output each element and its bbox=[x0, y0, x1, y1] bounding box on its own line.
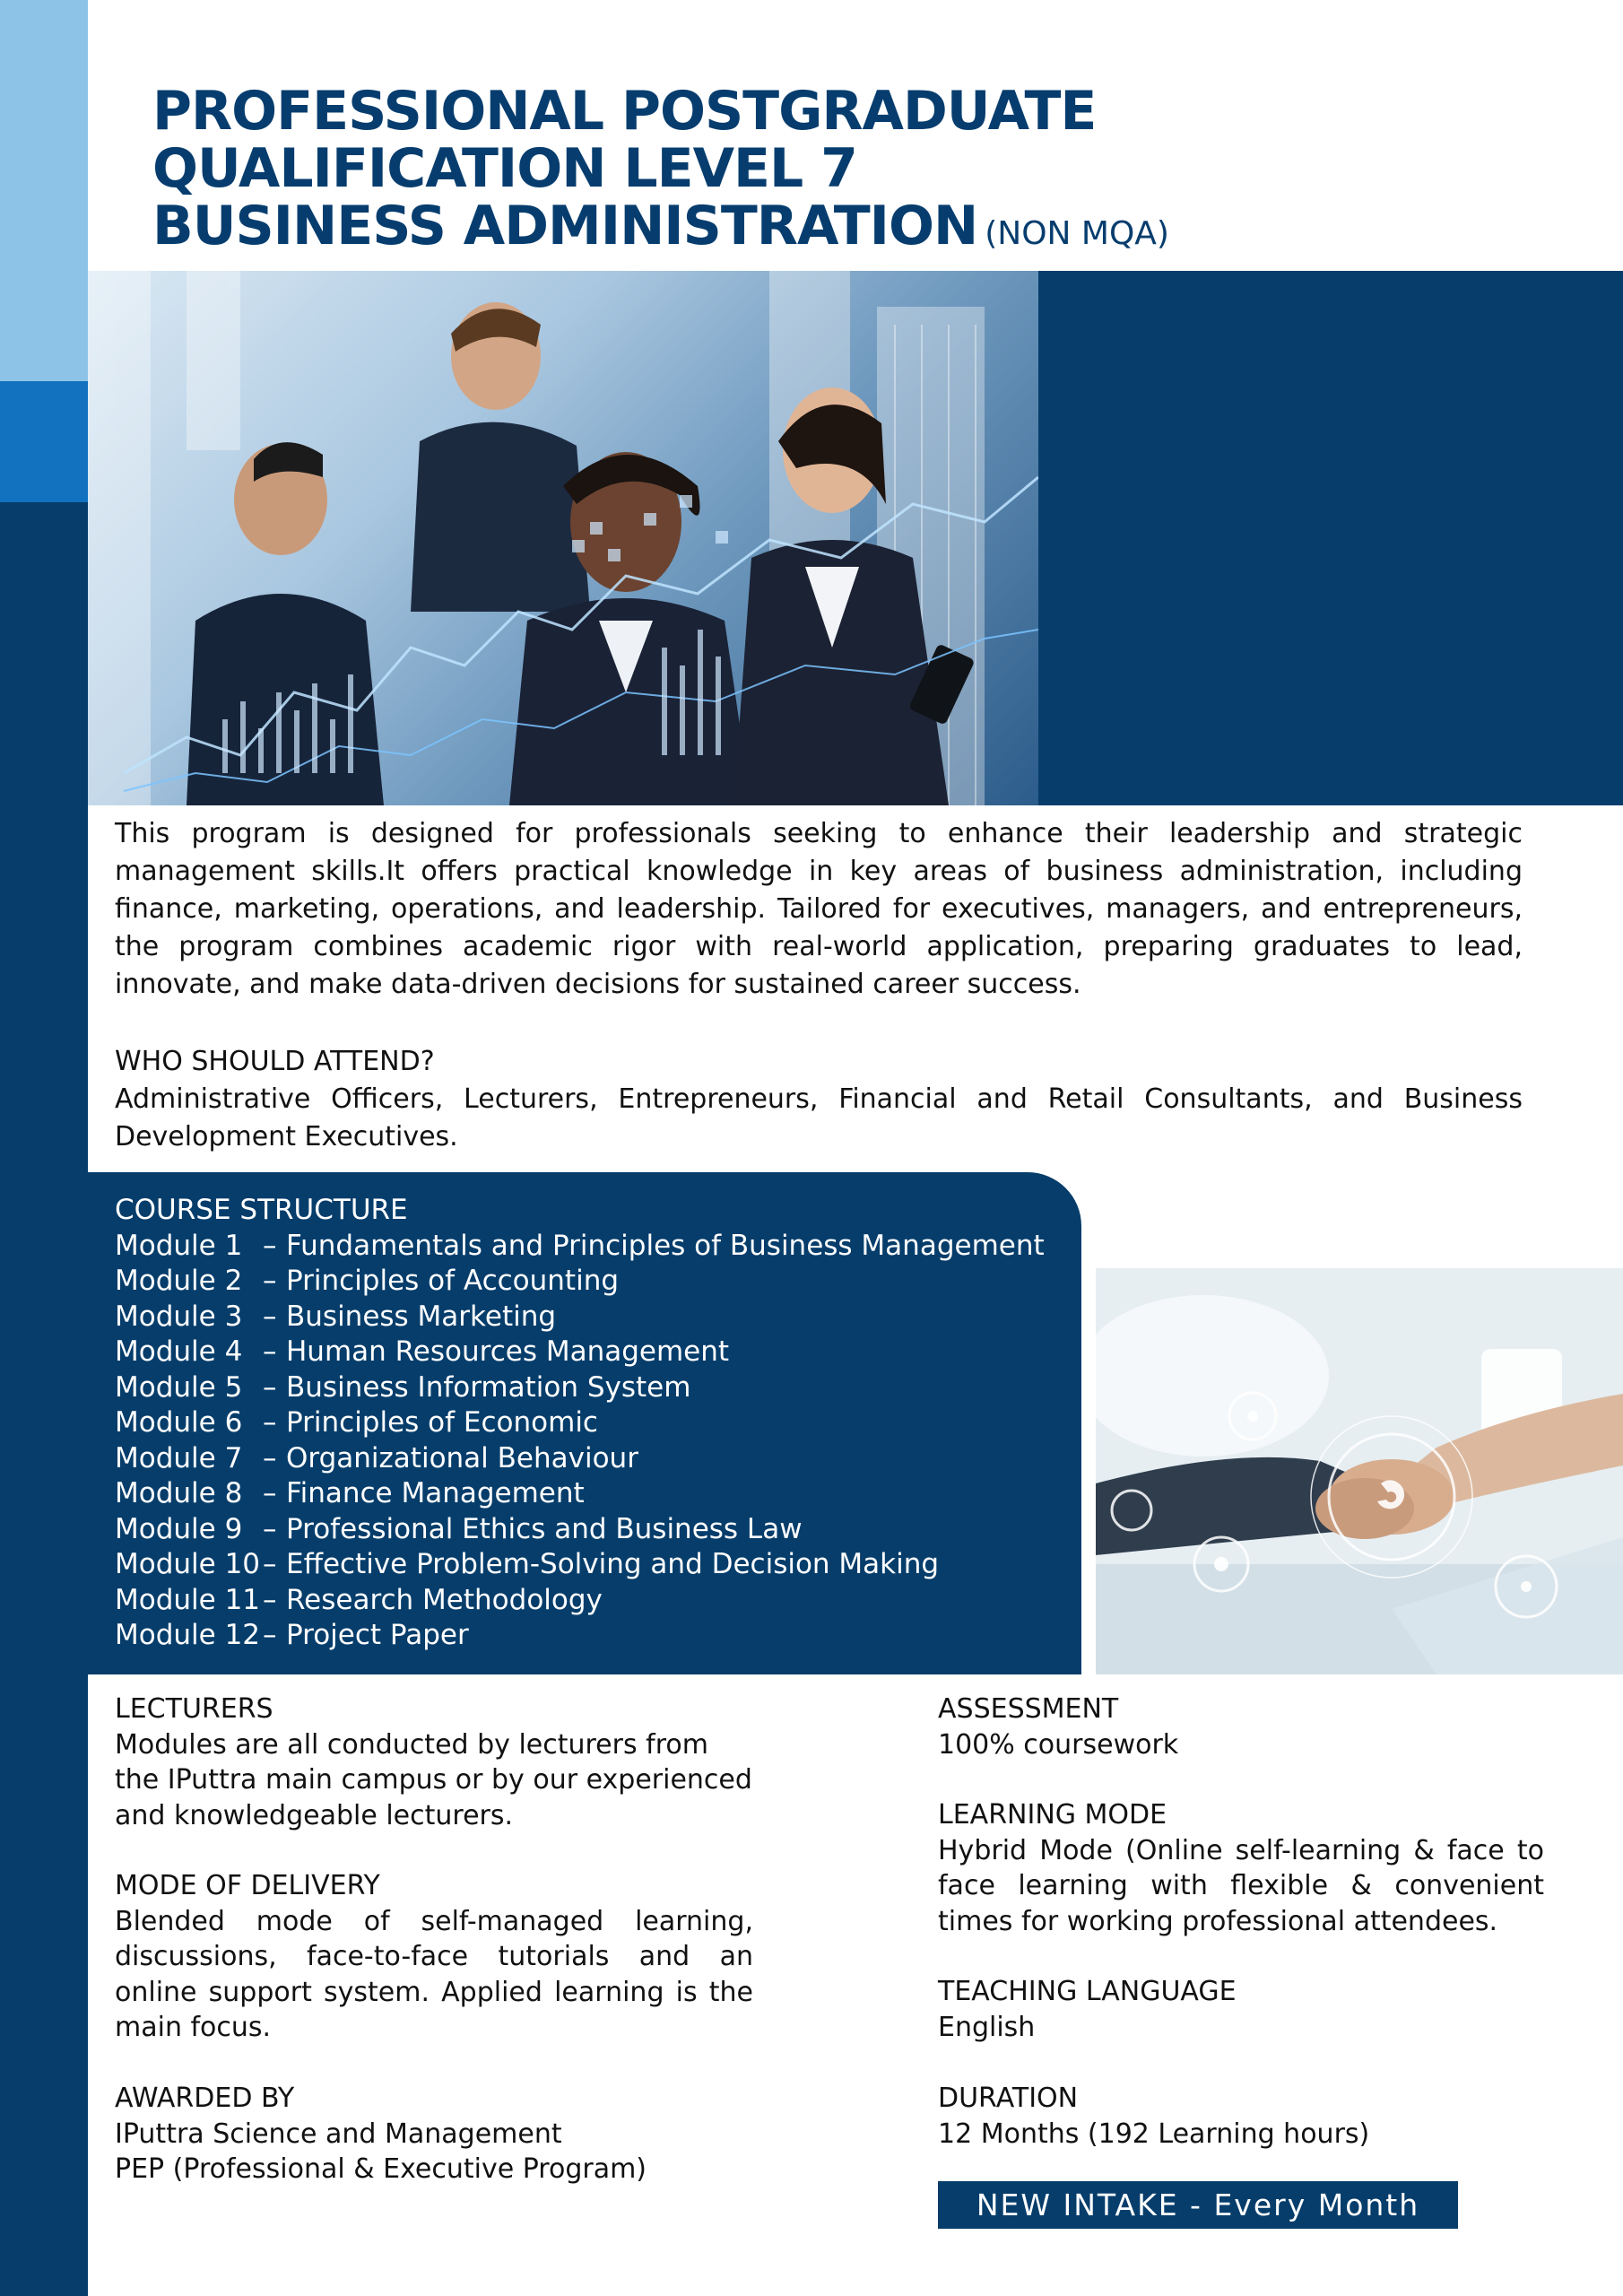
module-name: Principles of Economic bbox=[286, 1406, 598, 1439]
module-number: Module 6 bbox=[115, 1406, 243, 1439]
module-name: Finance Management bbox=[286, 1477, 585, 1509]
module-row bbox=[115, 1405, 1045, 1441]
module-dash: – bbox=[263, 1265, 277, 1297]
side-strip-dark bbox=[0, 502, 88, 2296]
module-number: Module 2 bbox=[115, 1265, 243, 1297]
module-dash: – bbox=[263, 1548, 277, 1580]
module-row bbox=[115, 1229, 1045, 1265]
module-dash: – bbox=[263, 1370, 277, 1404]
duration-text: 12 Months (192 Learning hours) bbox=[938, 2118, 1370, 2150]
learning-mode-section bbox=[938, 1797, 1544, 1939]
title-line-3: BUSINESS ADMINISTRATION bbox=[152, 195, 978, 257]
module-name: Research Methodology bbox=[286, 1583, 603, 1616]
delivery-section bbox=[115, 1868, 753, 2046]
module-row bbox=[115, 1547, 1045, 1583]
language-heading: TEACHING LANGUAGE bbox=[938, 1976, 1237, 2007]
duration-heading: DURATION bbox=[938, 2083, 1079, 2114]
module-dash: – bbox=[263, 1477, 277, 1509]
module-dash: – bbox=[263, 1406, 277, 1439]
delivery-text: Blended mode of self-managed learning, discussions, face-to-face tutorials and an online support system. Applied learning is the main focus. bbox=[115, 1905, 753, 2043]
module-row bbox=[115, 1370, 1045, 1406]
who-text: Administrative Officers, Lecturers, Entrepreneurs, Financial and Retail Consultants, and Business Development Executives. bbox=[115, 1083, 1523, 1152]
assessment-heading: ASSESSMENT bbox=[938, 1693, 1119, 1725]
module-name: Principles of Accounting bbox=[286, 1265, 620, 1297]
learning-text: Hybrid Mode (Online self-learning & face to face learning with flexible & convenient times for working professional attendees. bbox=[938, 1834, 1544, 1937]
module-number: Module 9 bbox=[115, 1512, 243, 1545]
module-dash: – bbox=[263, 1619, 277, 1651]
side-strip-mid bbox=[0, 381, 88, 502]
module-number: Module 10 bbox=[115, 1548, 261, 1580]
duration-section bbox=[938, 2081, 1544, 2152]
module-dash: – bbox=[263, 1300, 277, 1333]
title-line-1: PROFESSIONAL POSTGRADUATE bbox=[152, 80, 1097, 143]
who-heading: WHO SHOULD ATTEND? bbox=[115, 1046, 435, 1077]
hero-photo-professionals bbox=[88, 271, 1038, 805]
module-row bbox=[115, 1618, 1045, 1654]
awarded-heading: AWARDED BY bbox=[115, 2083, 295, 2114]
module-number: Module 8 bbox=[115, 1477, 243, 1509]
side-strip-light bbox=[0, 0, 88, 381]
module-name: Professional Ethics and Business Law bbox=[286, 1512, 803, 1545]
title-suffix: (NON MQA) bbox=[985, 215, 1169, 252]
awarded-section bbox=[115, 2081, 753, 2187]
module-dash: – bbox=[263, 1512, 277, 1545]
lecturers-heading: LECTURERS bbox=[115, 1693, 273, 1725]
module-dash: – bbox=[263, 1583, 277, 1616]
module-row bbox=[115, 1476, 1045, 1512]
who-should-attend bbox=[115, 1043, 1523, 1156]
lecturers-text: Modules are all conducted by lecturers from the IPuttra main campus or by our experienced and knowledgeable lecturers. bbox=[115, 1728, 752, 1831]
learning-heading: LEARNING MODE bbox=[938, 1799, 1167, 1831]
language-section bbox=[938, 1974, 1544, 2045]
module-dash: – bbox=[263, 1441, 277, 1474]
module-number: Module 3 bbox=[115, 1300, 243, 1333]
lecturers-section bbox=[115, 1692, 753, 1833]
delivery-heading: MODE OF DELIVERY bbox=[115, 1870, 380, 1901]
awarded-line-2: PEP (Professional & Executive Program) bbox=[115, 2153, 647, 2185]
module-dash: – bbox=[263, 1229, 277, 1262]
assessment-section bbox=[938, 1692, 1544, 1762]
module-number: Module 4 bbox=[115, 1335, 243, 1368]
module-number: Module 5 bbox=[115, 1370, 243, 1404]
title-line-2: QUALIFICATION LEVEL 7 bbox=[152, 137, 857, 200]
module-name: Organizational Behaviour bbox=[286, 1441, 638, 1474]
language-text: English bbox=[938, 2011, 1036, 2043]
module-name: Business Marketing bbox=[286, 1300, 557, 1333]
module-row bbox=[115, 1264, 1045, 1300]
module-row bbox=[115, 1583, 1045, 1619]
page-title bbox=[152, 80, 1497, 263]
module-name: Effective Problem-Solving and Decision Making bbox=[286, 1548, 940, 1580]
intro-paragraph: This program is designed for professionals seeking to enhance their leadership and strategic management skills.It offers practical knowledge in key areas of business administration, including finance, marketing, operations, and leadership. Tailored for executives, managers, and entrepreneurs, the program combines academic rigor with real-world application, preparing graduates to lead, innovate, and make data-driven decisions for sustained career success. bbox=[115, 818, 1523, 1000]
handshake-photo bbox=[1096, 1268, 1623, 1674]
module-row bbox=[115, 1300, 1045, 1335]
course-heading: COURSE STRUCTURE bbox=[115, 1194, 408, 1226]
module-number: Module 12 bbox=[115, 1619, 261, 1651]
module-row bbox=[115, 1335, 1045, 1370]
module-name: Business Information System bbox=[286, 1370, 691, 1404]
module-dash: – bbox=[263, 1335, 277, 1368]
module-number: Module 1 bbox=[115, 1229, 243, 1262]
hero-illustration bbox=[88, 271, 1038, 805]
handshake-illustration bbox=[1096, 1268, 1623, 1674]
module-number: Module 11 bbox=[115, 1583, 261, 1616]
module-name: Human Resources Management bbox=[286, 1335, 730, 1368]
module-list bbox=[115, 1229, 1045, 1654]
module-row bbox=[115, 1441, 1045, 1477]
module-name: Project Paper bbox=[286, 1619, 469, 1651]
module-name: Fundamentals and Principles of Business Management bbox=[286, 1229, 1045, 1262]
module-row bbox=[115, 1512, 1045, 1548]
course-structure bbox=[115, 1193, 1045, 1654]
module-number: Module 7 bbox=[115, 1441, 243, 1474]
new-intake-banner: NEW INTAKE - Every Month bbox=[938, 2181, 1458, 2229]
assessment-text: 100% coursework bbox=[938, 1728, 1179, 1761]
awarded-line-1: IPuttra Science and Management bbox=[115, 2118, 562, 2150]
